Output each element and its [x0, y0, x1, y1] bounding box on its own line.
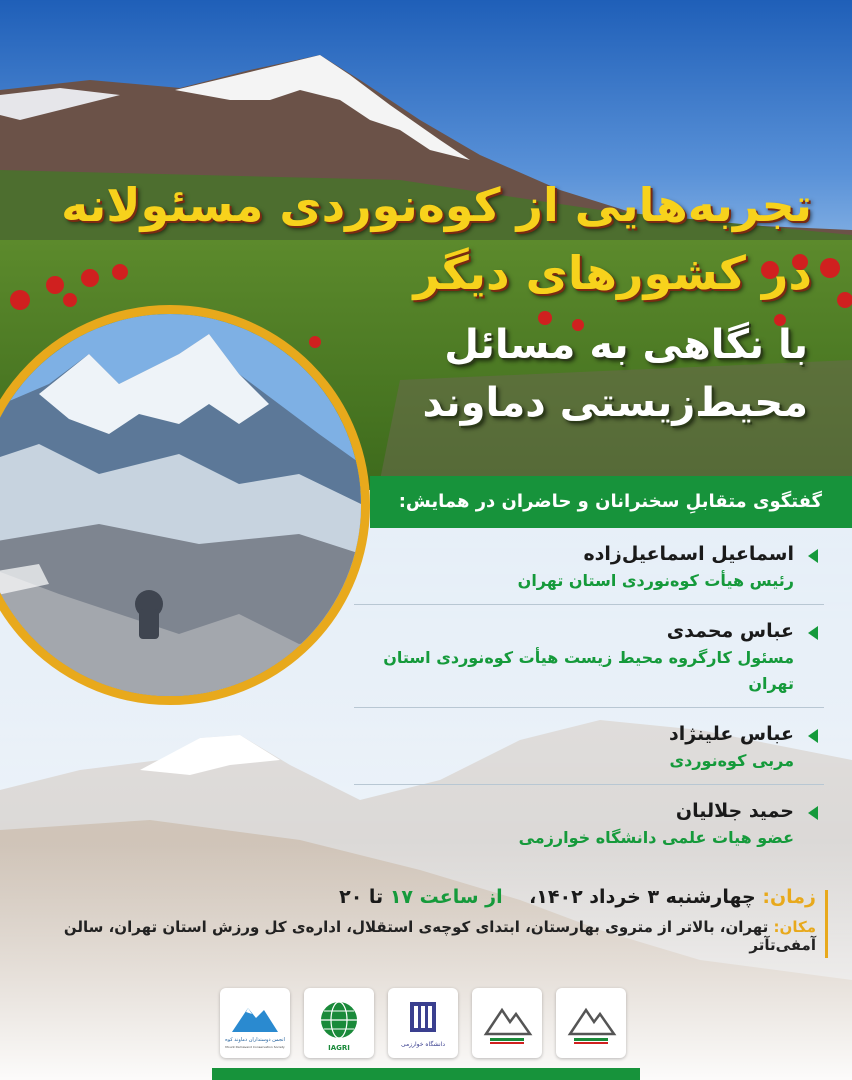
university-emblem-icon [388, 988, 458, 1058]
discussion-banner: گفتگوی متقابلِ سخنرانان و حاضران در همایش: [370, 476, 852, 528]
event-place [0, 918, 816, 954]
speaker-arrow-icon [808, 549, 818, 563]
mountain-icon [472, 988, 542, 1058]
kharazmi-university-logo [388, 988, 458, 1058]
damavand-society-logo [220, 988, 290, 1058]
time-label: زمان: [762, 886, 816, 908]
from-hour: از ساعت ۱۷ [389, 886, 503, 908]
speaker-name: اسماعیل اسماعیل‌زاده [583, 543, 794, 565]
speaker-item [354, 617, 824, 697]
globe-icon [304, 988, 374, 1058]
event-info [0, 886, 816, 954]
place-value: تهران، بالاتر از متروی بهارستان، ابتدای کوچه‌ی استقلال، اداره‌ی کل ورزش استان تهران، سالن آمفی‌تآتر [63, 918, 816, 954]
speaker-name: عباس علینژاد [668, 723, 794, 745]
speaker-item [354, 540, 824, 594]
speaker-role: مسئول کارگروه محیط زیست هیأت کوه‌نوردی استان تهران [383, 648, 794, 693]
logo1-caption: انجمن دوستداران دماوند کوه [225, 1037, 285, 1043]
mountain-flag-icon [556, 988, 626, 1058]
speakers-list [354, 540, 824, 851]
info-accent-bar [825, 890, 828, 958]
speaker-name: عباس محمدی [666, 620, 794, 642]
sponsor-logos [220, 988, 630, 1058]
speaker-name: حمید جلالیان [675, 800, 794, 822]
speaker-item [354, 720, 824, 774]
divider [354, 707, 824, 708]
title-line-2: در کشورهای دیگر [413, 246, 812, 300]
mountaineering-federation-logo [472, 988, 542, 1058]
everest-photo [0, 314, 361, 696]
damavand-society-icon [220, 988, 290, 1058]
speaker-arrow-icon [808, 806, 818, 820]
divider [354, 604, 824, 605]
speaker-role: عضو هیات علمی دانشگاه خوارزمی [518, 828, 794, 847]
place-label: مکان: [773, 918, 816, 936]
speaker-item [354, 797, 824, 851]
logo1-caption-en: Mount Damavand Conservation Society [225, 1045, 285, 1049]
footer-green-bar [212, 1068, 640, 1080]
tehran-mountaineering-board-logo [556, 988, 626, 1058]
to-hour: تا ۲۰ [339, 886, 384, 908]
speaker-arrow-icon [808, 729, 818, 743]
event-time [0, 886, 816, 908]
time-value: چهارشنبه ۳ خرداد ۱۴۰۲، [529, 886, 756, 908]
iagri-logo [304, 988, 374, 1058]
speaker-role: مربی کوه‌نوردی [669, 751, 794, 770]
divider [354, 784, 824, 785]
speaker-arrow-icon [808, 626, 818, 640]
logo2-caption: IAGRI [328, 1044, 350, 1052]
title-line-4: محیط‌زیستی دماوند [422, 380, 808, 426]
logo3-caption: دانشگاه خوارزمی [400, 1041, 446, 1048]
speaker-role: رئیس هیأت کوه‌نوردی استان تهران [517, 571, 794, 590]
title-line-1: تجربه‌هایی از کوه‌نوردی مسئولانه [61, 178, 812, 232]
title-line-3: با نگاهی به مسائل [444, 322, 808, 368]
